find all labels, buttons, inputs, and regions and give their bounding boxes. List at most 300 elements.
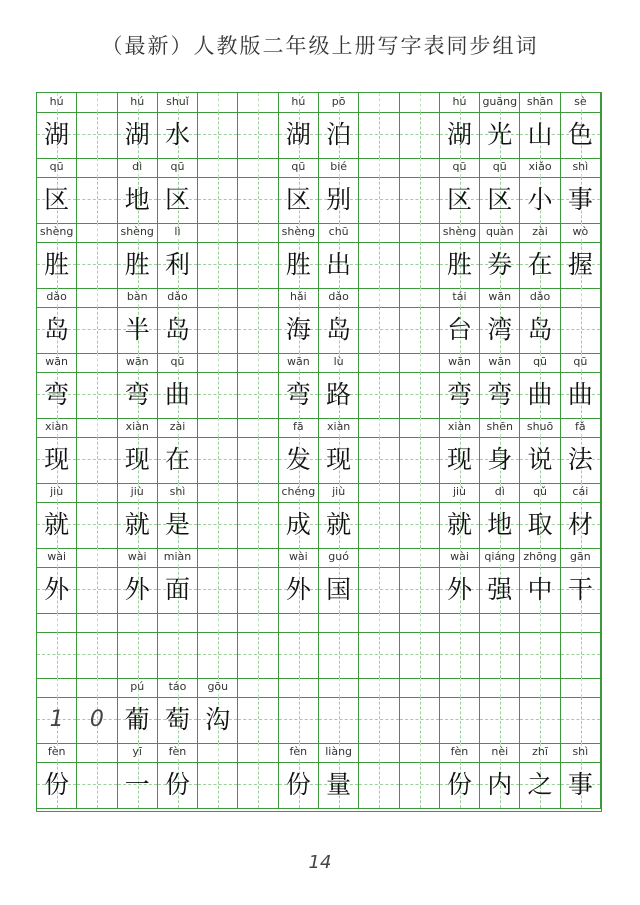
character-cell (359, 242, 399, 288)
hanzi-char: 湖 (44, 120, 70, 149)
character-cell (440, 177, 480, 223)
character-cell (37, 632, 77, 678)
hanzi-char: 弯 (487, 380, 513, 409)
hanzi-char: 胜 (124, 250, 150, 279)
pinyin-cell (77, 743, 117, 762)
character-cell (480, 372, 520, 418)
character-cell (279, 762, 319, 808)
pinyin-cell (198, 93, 238, 112)
character-cell (198, 242, 238, 288)
pinyin-text: wò (572, 225, 589, 238)
hanzi-char: 湾 (487, 315, 513, 344)
pinyin-row (37, 288, 601, 308)
hanzi-char: 外 (124, 575, 150, 604)
character-cell (359, 502, 399, 548)
character-cell (77, 437, 117, 483)
pinyin-text: shì (169, 485, 186, 498)
character-cell (77, 762, 117, 808)
character-cell (77, 307, 117, 353)
character-cell (520, 632, 560, 678)
character-cell (319, 567, 359, 613)
pinyin-cell (440, 548, 480, 567)
character-cell (198, 112, 238, 158)
pinyin-cell (198, 418, 238, 437)
character-cell (77, 502, 117, 548)
hanzi-char: 区 (44, 185, 70, 214)
pinyin-text: xiǎo (528, 160, 552, 173)
hanzi-char: 区 (446, 185, 472, 214)
pinyin-text: zhōng (523, 550, 557, 563)
pinyin-text: xiàn (45, 420, 69, 433)
pinyin-text: shèng (442, 225, 477, 238)
character-cell (118, 437, 158, 483)
hanzi-char: 就 (44, 510, 70, 539)
pinyin-cell (37, 288, 77, 307)
pinyin-text: jiù (130, 485, 144, 498)
pinyin-cell (77, 418, 117, 437)
hanzi-char: 弯 (446, 380, 472, 409)
hanzi-char: 路 (326, 380, 352, 409)
character-cell (118, 502, 158, 548)
character-cell (118, 242, 158, 288)
hanzi-char: 材 (567, 510, 593, 539)
pinyin-cell (37, 548, 77, 567)
hanzi-char: 就 (124, 510, 150, 539)
pinyin-cell (77, 288, 117, 307)
hanzi-char: 光 (487, 120, 513, 149)
character-cell (359, 177, 399, 223)
hanzi-char: 湖 (285, 120, 311, 149)
pinyin-cell (480, 743, 520, 762)
character-cell (77, 372, 117, 418)
character-cell (37, 502, 77, 548)
pinyin-text: dì (132, 160, 143, 173)
pinyin-cell (158, 548, 198, 567)
pinyin-cell (319, 613, 359, 632)
hanzi-char: 利 (164, 250, 190, 279)
pinyin-cell (198, 743, 238, 762)
character-cell (118, 632, 158, 678)
character-cell (118, 567, 158, 613)
character-cell (440, 372, 480, 418)
pinyin-cell (440, 743, 480, 762)
pinyin-row (37, 353, 601, 373)
pinyin-row (37, 93, 601, 113)
pinyin-cell (440, 93, 480, 112)
pinyin-cell (118, 288, 158, 307)
character-cell (279, 632, 319, 678)
pinyin-cell (480, 353, 520, 372)
pinyin-text: shèng (281, 225, 316, 238)
character-cell (561, 372, 601, 418)
pinyin-text: hǎi (289, 290, 307, 303)
hanzi-char: 国 (326, 575, 352, 604)
character-cell (480, 307, 520, 353)
hanzi-char: 曲 (567, 380, 593, 409)
pinyin-cell (561, 548, 601, 567)
pinyin-text: qū (170, 160, 185, 173)
pinyin-text: fǎ (575, 420, 586, 433)
pinyin-cell (279, 418, 319, 437)
pinyin-text: wān (286, 355, 310, 368)
hanzi-char: 外 (44, 575, 70, 604)
character-cell (359, 697, 399, 743)
pinyin-cell (118, 353, 158, 372)
character-cell (319, 242, 359, 288)
pinyin-cell (561, 418, 601, 437)
character-cell (480, 242, 520, 288)
character-cell (158, 632, 198, 678)
hanzi-char: 说 (527, 445, 553, 474)
pinyin-cell (198, 288, 238, 307)
pinyin-text: quàn (485, 225, 514, 238)
character-cell (440, 632, 480, 678)
hanzi-char: 现 (124, 445, 150, 474)
pinyin-cell (400, 613, 440, 632)
character-cell (520, 177, 560, 223)
character-cell (279, 372, 319, 418)
hanzi-char: 岛 (527, 315, 553, 344)
pinyin-cell (440, 483, 480, 502)
pinyin-text: bàn (126, 290, 148, 303)
pinyin-cell (440, 158, 480, 177)
pinyin-cell (77, 483, 117, 502)
pinyin-cell (238, 548, 278, 567)
pinyin-cell (359, 613, 399, 632)
character-cell (158, 177, 198, 223)
pinyin-text: wài (450, 550, 469, 563)
pinyin-cell (359, 678, 399, 697)
pinyin-text: xiàn (125, 420, 149, 433)
pinyin-cell (238, 353, 278, 372)
character-cell (158, 112, 198, 158)
pinyin-text: qū (170, 355, 185, 368)
character-cell (561, 632, 601, 678)
pinyin-cell (359, 353, 399, 372)
hanzi-char: 别 (326, 185, 352, 214)
pinyin-cell (77, 613, 117, 632)
character-cell (440, 307, 480, 353)
pinyin-text: dǎo (328, 290, 349, 303)
page-number: 14 (308, 852, 332, 873)
character-cell (198, 502, 238, 548)
pinyin-cell (400, 158, 440, 177)
character-cell (158, 437, 198, 483)
pinyin-cell (37, 223, 77, 242)
character-cell (118, 177, 158, 223)
pinyin-cell (37, 483, 77, 502)
pinyin-cell (238, 483, 278, 502)
pinyin-cell (561, 483, 601, 502)
hanzi-char: 券 (487, 250, 513, 279)
pinyin-cell (520, 288, 560, 307)
hanzi-char: 现 (44, 445, 70, 474)
pinyin-cell (480, 548, 520, 567)
pinyin-cell (37, 353, 77, 372)
pinyin-text: shì (572, 160, 589, 173)
character-cell (440, 567, 480, 613)
hanzi-char: 弯 (124, 380, 150, 409)
character-cell (198, 762, 238, 808)
character-cell (37, 177, 77, 223)
hanzi-char: 法 (567, 445, 593, 474)
character-cell (279, 502, 319, 548)
pinyin-text: qǔ (533, 485, 548, 498)
pinyin-text: dǎo (529, 290, 551, 303)
character-cell (77, 177, 117, 223)
character-cell (520, 242, 560, 288)
pinyin-cell (158, 613, 198, 632)
character-cell (561, 697, 601, 743)
pinyin-text: nèi (491, 745, 509, 758)
character-cell (238, 762, 278, 808)
hanzi-char: 在 (164, 445, 190, 474)
pinyin-cell (440, 418, 480, 437)
character-cell (480, 697, 520, 743)
character-cell (77, 697, 117, 743)
hanzi-char: 半 (124, 315, 150, 344)
pinyin-text: shèng (39, 225, 74, 238)
hanzi-char: 量 (326, 770, 352, 799)
character-row (37, 567, 601, 614)
pinyin-text: qū (492, 160, 507, 173)
character-cell (319, 437, 359, 483)
pinyin-cell (319, 288, 359, 307)
pinyin-text: qū (291, 160, 306, 173)
pinyin-row (37, 548, 601, 568)
character-cell (118, 762, 158, 808)
character-cell (561, 177, 601, 223)
hanzi-char: 事 (567, 770, 593, 799)
pinyin-text: wài (288, 550, 308, 563)
pinyin-text: wān (125, 355, 149, 368)
character-cell (238, 242, 278, 288)
pinyin-cell (238, 613, 278, 632)
hanzi-char: 湖 (124, 120, 150, 149)
pinyin-cell (77, 93, 117, 112)
pinyin-cell (561, 678, 601, 697)
character-cell (319, 762, 359, 808)
pinyin-cell (238, 288, 278, 307)
pinyin-cell (279, 223, 319, 242)
hanzi-char: 就 (326, 510, 352, 539)
hanzi-char: 干 (567, 575, 593, 604)
character-cell (37, 112, 77, 158)
character-cell (561, 567, 601, 613)
pinyin-cell (77, 548, 117, 567)
character-cell (279, 112, 319, 158)
pinyin-cell (480, 613, 520, 632)
hanzi-char: 外 (285, 575, 311, 604)
pinyin-text: jiù (452, 485, 467, 498)
hanzi-char: 色 (567, 120, 593, 149)
pinyin-cell (359, 418, 399, 437)
pinyin-cell (238, 678, 278, 697)
pinyin-text: shèng (120, 225, 154, 238)
pinyin-cell (359, 288, 399, 307)
character-cell (198, 567, 238, 613)
pinyin-cell (400, 93, 440, 112)
pinyin-text: zài (532, 225, 548, 238)
character-cell (400, 437, 440, 483)
character-cell (400, 177, 440, 223)
pinyin-text: wān (45, 355, 68, 368)
pinyin-cell (520, 613, 560, 632)
pinyin-cell (118, 678, 158, 697)
character-row (37, 697, 601, 744)
character-cell (520, 567, 560, 613)
pinyin-text: wài (127, 550, 147, 563)
character-cell (400, 567, 440, 613)
pinyin-text: xiàn (447, 420, 472, 433)
character-row (37, 112, 601, 159)
pinyin-text: qū (533, 355, 548, 368)
character-cell (279, 242, 319, 288)
pinyin-text: xiàn (327, 420, 351, 433)
pinyin-cell (480, 158, 520, 177)
pinyin-cell (279, 743, 319, 762)
pinyin-cell (319, 223, 359, 242)
pinyin-text: guó (328, 550, 349, 563)
character-cell (198, 372, 238, 418)
pinyin-cell (359, 483, 399, 502)
pinyin-row (37, 158, 601, 178)
pinyin-text: gān (569, 550, 591, 563)
pinyin-cell (37, 93, 77, 112)
pinyin-cell (319, 678, 359, 697)
character-cell (77, 632, 117, 678)
pinyin-cell (561, 743, 601, 762)
pinyin-cell (238, 743, 278, 762)
hanzi-char: 弯 (285, 380, 311, 409)
pinyin-cell (480, 223, 520, 242)
hanzi-char: 湖 (446, 120, 472, 149)
character-cell (520, 307, 560, 353)
character-cell (238, 177, 278, 223)
character-cell (319, 372, 359, 418)
pinyin-text: qū (573, 355, 588, 368)
character-cell (359, 632, 399, 678)
character-cell (359, 372, 399, 418)
pinyin-row (37, 483, 601, 503)
pinyin-text: dì (494, 485, 505, 498)
pinyin-cell (279, 93, 319, 112)
character-cell (440, 762, 480, 808)
pinyin-cell (440, 678, 480, 697)
character-cell (400, 697, 440, 743)
pinyin-cell (198, 678, 238, 697)
pinyin-cell (400, 743, 440, 762)
pinyin-cell (520, 353, 560, 372)
pinyin-text: qū (49, 160, 64, 173)
pinyin-cell (359, 158, 399, 177)
pinyin-text: wān (488, 355, 512, 368)
pinyin-text: liàng (325, 745, 353, 758)
character-cell (238, 567, 278, 613)
character-cell (561, 502, 601, 548)
hanzi-char: 取 (527, 510, 553, 539)
character-cell (37, 697, 77, 743)
hanzi-char: 份 (446, 770, 472, 799)
pinyin-text: guāng (482, 95, 518, 108)
pinyin-cell (319, 548, 359, 567)
hanzi-char: 面 (164, 575, 190, 604)
pinyin-text: wān (488, 290, 512, 303)
hanzi-char: 身 (487, 445, 513, 474)
pinyin-cell (561, 93, 601, 112)
pinyin-cell (359, 93, 399, 112)
pinyin-text: gōu (207, 680, 229, 693)
character-cell (400, 762, 440, 808)
lesson-number: 0 (89, 707, 104, 732)
character-row (37, 242, 601, 289)
hanzi-char: 发 (285, 445, 311, 474)
hanzi-char: 弯 (44, 380, 70, 409)
character-cell (37, 567, 77, 613)
character-cell (198, 632, 238, 678)
pinyin-cell (279, 548, 319, 567)
character-cell (440, 437, 480, 483)
character-row (37, 632, 601, 679)
pinyin-cell (400, 418, 440, 437)
character-cell (158, 372, 198, 418)
pinyin-cell (440, 613, 480, 632)
character-cell (238, 307, 278, 353)
pinyin-text: chū (328, 225, 349, 238)
pinyin-cell (118, 743, 158, 762)
hanzi-char: 出 (326, 250, 352, 279)
pinyin-cell (238, 93, 278, 112)
pinyin-text: qiáng (484, 550, 516, 563)
character-cell (561, 762, 601, 808)
hanzi-char: 成 (285, 510, 311, 539)
character-cell (520, 112, 560, 158)
hanzi-char: 小 (527, 185, 553, 214)
character-cell (238, 372, 278, 418)
pinyin-text: miàn (163, 550, 192, 563)
character-cell (118, 112, 158, 158)
pinyin-text: dǎo (167, 290, 188, 303)
hanzi-char: 是 (164, 510, 190, 539)
pinyin-cell (118, 613, 158, 632)
character-row (37, 437, 601, 484)
pinyin-row (37, 743, 601, 763)
pinyin-cell (480, 678, 520, 697)
character-cell (520, 372, 560, 418)
hanzi-char: 份 (164, 770, 190, 799)
pinyin-cell (279, 483, 319, 502)
pinyin-cell (520, 158, 560, 177)
character-cell (37, 437, 77, 483)
pinyin-cell (400, 223, 440, 242)
pinyin-text: pō (331, 95, 346, 108)
pinyin-text: dǎo (46, 290, 67, 303)
hanzi-char: 曲 (164, 380, 190, 409)
pinyin-cell (198, 548, 238, 567)
character-cell (480, 437, 520, 483)
pinyin-cell (37, 613, 77, 632)
character-cell (158, 502, 198, 548)
character-cell (158, 307, 198, 353)
pinyin-text: fèn (47, 745, 66, 758)
character-cell (238, 502, 278, 548)
pinyin-cell (198, 223, 238, 242)
pinyin-text: shì (572, 745, 589, 758)
hanzi-char: 岛 (44, 315, 70, 344)
hanzi-char: 就 (446, 510, 472, 539)
pinyin-cell (198, 613, 238, 632)
hanzi-char: 山 (527, 120, 553, 149)
